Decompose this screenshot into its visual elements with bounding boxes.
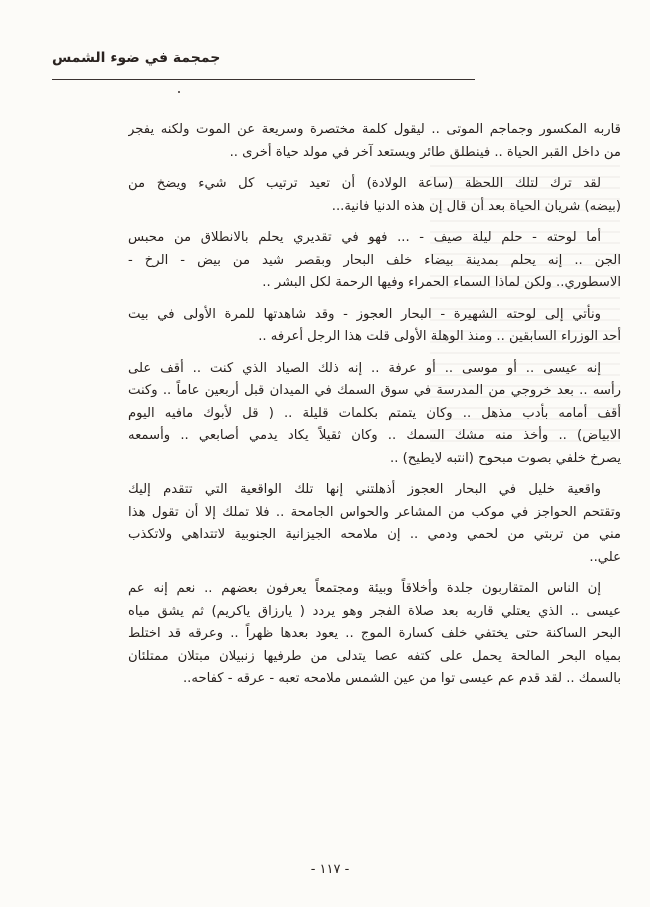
text-line: بمياه البحر المالحة يحمل على كتفه عصا يتدلى من طرفيها زنبيلان مبتلان ممتلئان [128,648,621,664]
text-line: بالسمك .. لقد قدم عم عيسى توا من عين الشمس ملامحه تعبه - عرقه - كفاحه.. [182,671,621,686]
paragraph [128,173,621,218]
text-line: واقعية خليل في البحار العجوز أذهلتني إنها تلك الواقعية التي تتقدم إليك [128,482,601,497]
text-line: إنه عيسى .. أو موسى .. أو عرفة .. إنه ذلك الصياد الذي كنت .. أقف على [128,360,601,376]
text-line: قاربه المكسور وجماجم الموتى .. ليقول كلمة مختصرة وسريعة عن الموت ولكنه يفجر [128,122,621,137]
paragraph [128,304,621,349]
text-line: وتقتحم الحواجز في موكب من المشاعر والحواس الجامحة .. فلا تملك إلا أن تقول هذا [128,504,621,520]
page-number: - ١١٧ - [310,862,350,877]
text-line: علي.. [589,549,621,565]
text-line: أحد الوزراء السابقين .. ومنذ الوهلة الأولى قلت هذا الرجل أعرفه .. [258,329,621,344]
running-head [52,50,476,66]
text-line: ونأتي إلى لوحته الشهيرة - البحار العجوز - وقد شاهدتها للمرة الأولى في بيت [128,306,601,322]
text-line: عيسى .. الذي يعتلي قاربه بعد صلاة الفجر وهو يردد ( يارزاق ياكريم) ثم يشق مياه [128,603,621,619]
paragraph [128,358,621,471]
body-text [128,119,621,700]
text-line: البحر الساكنة حتى يختفي خلف كسارة الموج .. يعود بعدها ظهراً .. وعرقه قد اختلط [128,626,621,641]
paragraph [128,119,621,164]
text-line: لقد ترك لتلك اللحظة (ساعة الولادة) أن تعيد ترتيب كل شيء ويضخ من [128,176,601,191]
text-line: إن الناس المتقاربون جلدة وأخلاقاً وبيئة ومجتمعاً يعرفون بعضهم .. نعم إنه عم [128,581,601,596]
text-line: من داخل القبر الحياة .. فينطلق طائر ويستعد آخر في مولد حياة أخرى .. [229,144,621,160]
text-line: أقف أمامه بأدب مذهل .. وكان يتمتم بكلمات قليلة .. ( قل لأبوك مافيه اليوم [128,405,621,421]
paragraph [128,578,621,691]
text-line: (بيضه) شريان الحياة بعد أن قال إن هذه الدنيا فانية... [331,198,621,214]
text-line: الجن .. إنه يحلم بمدينة بيضاء خلف البحار وبقصر شيد من بيض - الرخ - [128,252,621,268]
paragraph [128,227,621,295]
running-title: جمجمة في ضوء الشمس [52,50,221,66]
paragraph [128,479,621,569]
stray-dot [178,91,180,93]
text-line: الاسطوري.. ولكن لماذا السماء الحمراء وفيها الرحمة لكل البشر .. [262,275,621,290]
header-rule [52,79,475,80]
text-line: مني من تربتي من لحمي ودمي .. إن ملامحه الجيزانية الجنوبية لاتتداهي ولاتكذب [128,527,621,542]
text-line: يصرخ خلفي بصوت مبحوح (انتبه لايطيح) .. [390,450,621,466]
text-line: أما لوحته - حلم ليلة صيف - ... فهو في تقديري يحلم بالانطلاق من محبس [128,230,601,245]
text-line: الابياض) .. وأخذ منه مشك السمك .. وكان ثقيلاً يكاد يدمي أصابعي .. وأسمعه [128,428,621,443]
text-line: رأسه .. بعد خروجي من المدرسة في سوق السمك في الميدان قبل أربعين عاماً .. وكنت [128,383,621,398]
